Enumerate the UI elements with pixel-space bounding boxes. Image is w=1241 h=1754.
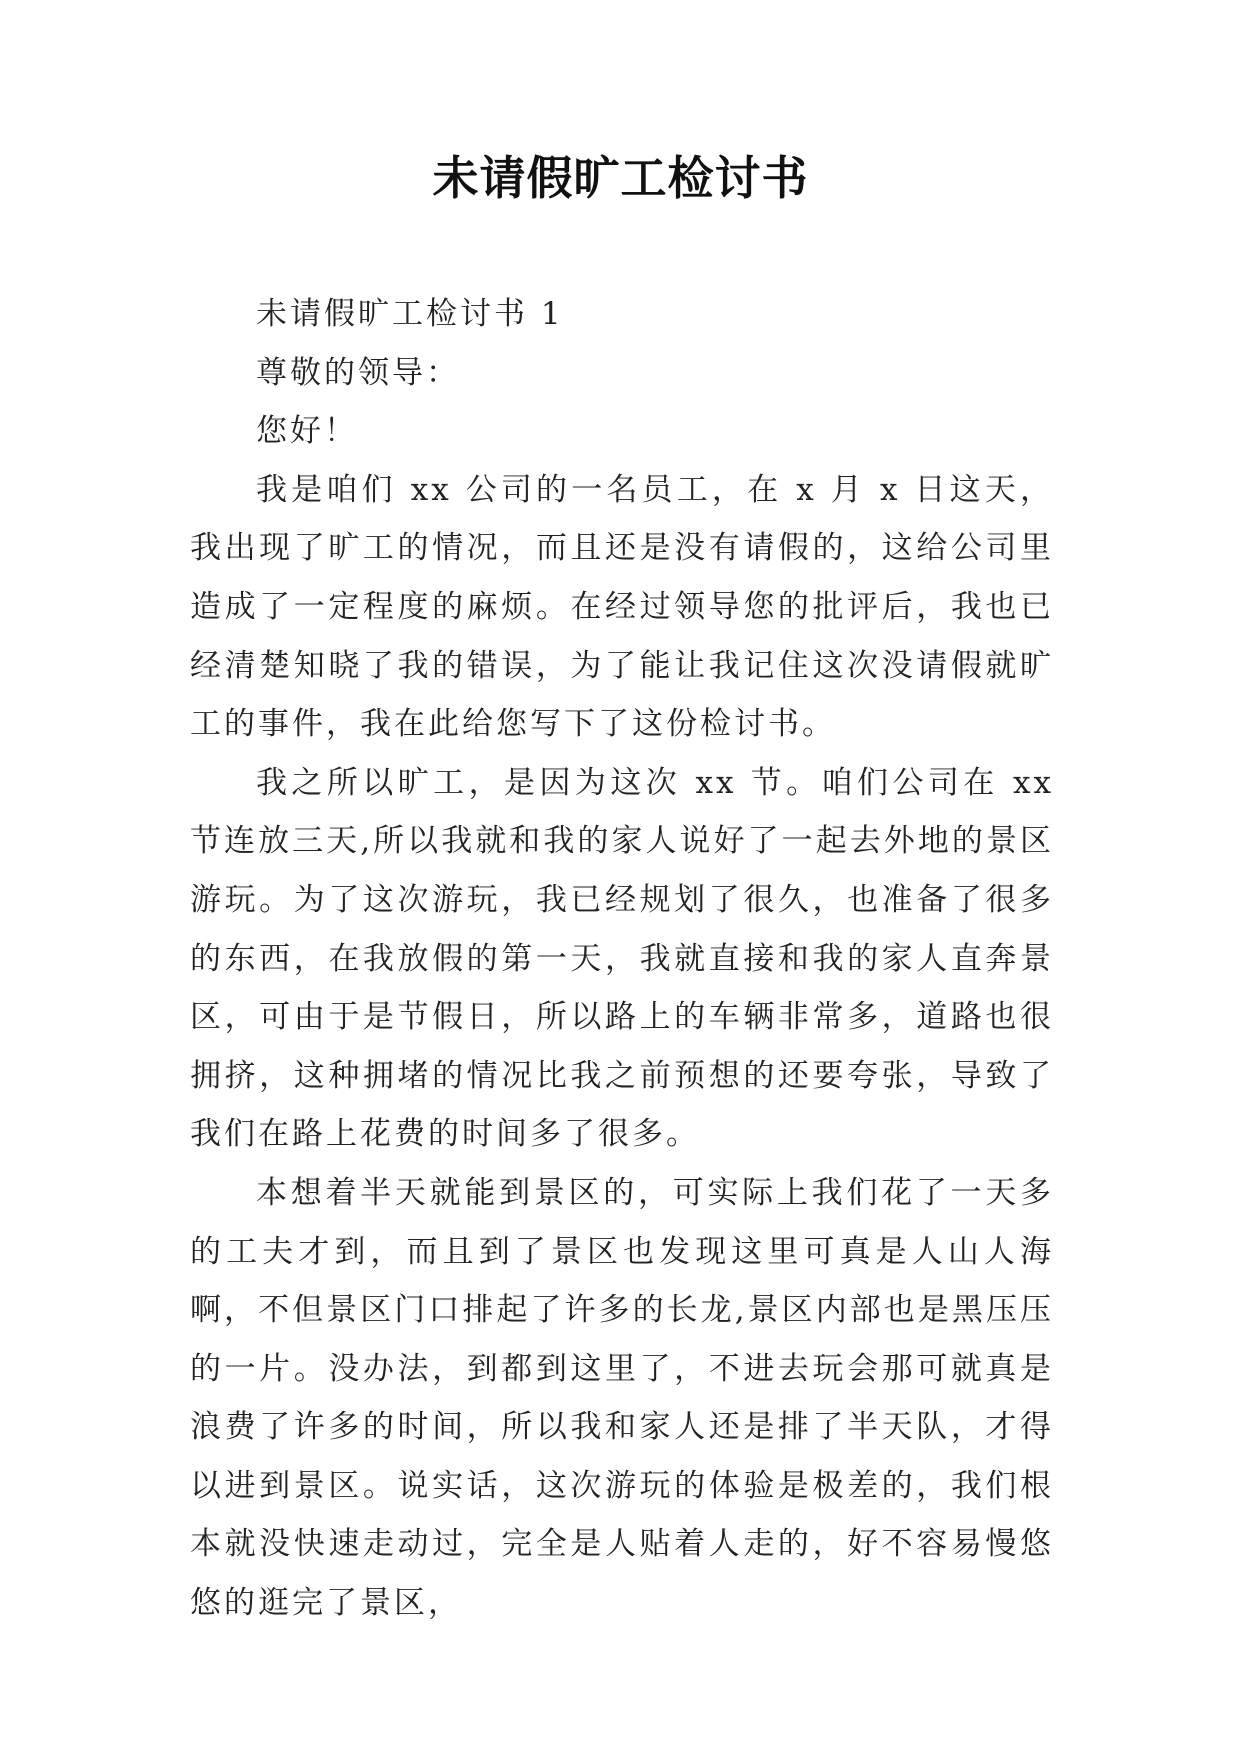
section-heading: 未请假旷工检讨书 1 (256, 296, 564, 332)
salutation: 尊敬的领导： (256, 354, 460, 391)
document-body (190, 285, 1054, 1633)
body-paragraph: 我是咱们 xx 公司的一名员工，在 x 月 x 日这天，我出现了旷工的情况，而且还是没有请假的，这给公司里造成了一定程度的麻烦。在经过领导您的批评后，我也已经清楚知晓了我的错误，为了能让我记住这次没请假就旷工的事件，我在此给您写下了这份检讨书。 (190, 471, 1054, 743)
body-paragraph: 本想着半天就能到景区的，可实际上我们花了一天多的工夫才到，而且到了景区也发现这里可真是人山人海啊，不但景区门口排起了许多的长龙,景区内部也是黑压压的一片。没办法，到都到这里了，不进去玩会那可就真是浪费了许多的时间，所以我和家人还是排了半天队，才得以进到景区。说实话，这次游玩的体验是极差的，我们根本就没快速走动过，完全是人贴着人走的，好不容易慢悠悠的逛完了景区， (190, 1174, 1054, 1622)
greeting: 您好！ (256, 413, 358, 450)
document-title: 未请假旷工检讨书 (432, 151, 809, 205)
body-paragraph: 我之所以旷工，是因为这次 xx 节。咱们公司在 xx 节连放三天,所以我就和我的家人说好了一起去外地的景区游玩。为了这次游玩，我已经规划了很久，也准备了很多的东西，在我放假的第一天，我就直接和我的家人直奔景区，可由于是节假日，所以路上的车辆非常多，道路也很拥挤，这种拥堵的情况比我之前预想的还要夸张，导致了我们在路上花费的时间多了很多。 (190, 764, 1054, 1153)
